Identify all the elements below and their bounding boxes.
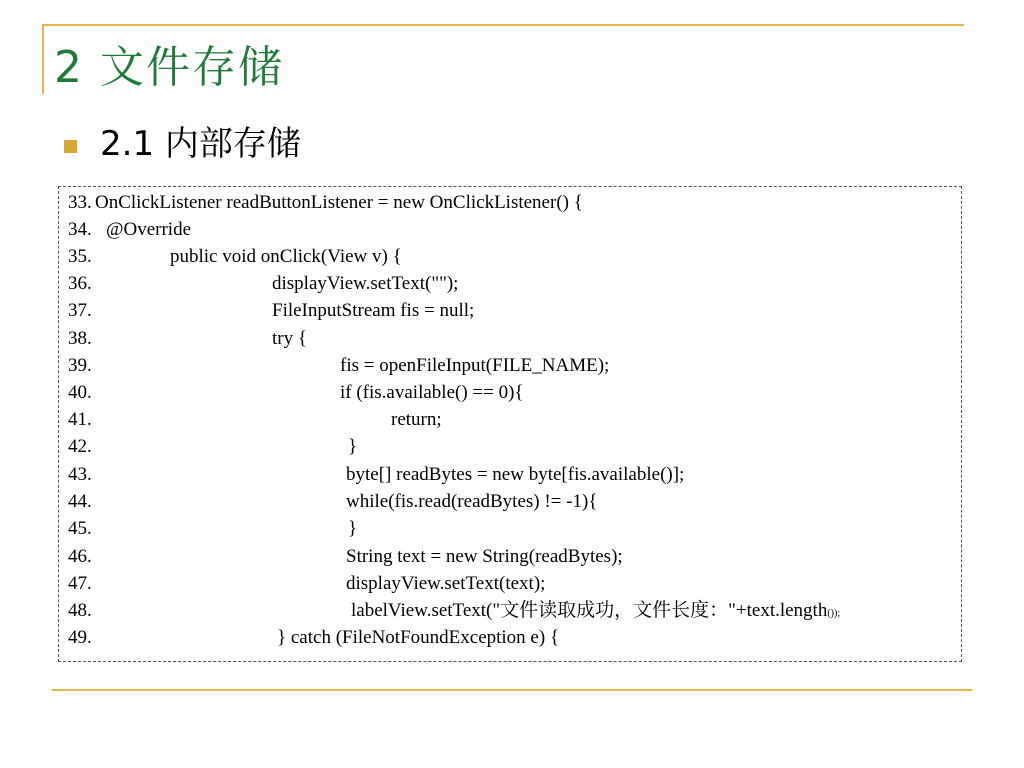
line-number: 49.: [68, 627, 92, 648]
bottom-accent-rule: [52, 689, 972, 691]
top-accent-rule: [42, 24, 964, 26]
code-text: }: [348, 518, 358, 539]
code-text: if (fis.available() == 0){: [340, 382, 524, 403]
code-text: String text = new String(readBytes);: [346, 546, 623, 567]
code-text: byte[] readBytes = new byte[fis.available()];: [346, 464, 685, 485]
line-number: 36.: [68, 273, 92, 294]
line-number: 44.: [68, 491, 92, 512]
line-number: 40.: [68, 382, 92, 403]
line-number: 37.: [68, 300, 92, 321]
code-text: fis = openFileInput(FILE_NAME);: [340, 355, 610, 376]
line-number: 34.: [68, 219, 92, 240]
code-text: displayView.setText(text);: [346, 573, 546, 594]
code-text: try {: [272, 328, 307, 349]
code-text: }: [348, 436, 358, 457]
line-number: 47.: [68, 573, 92, 594]
line-number: 45.: [68, 518, 92, 539]
line-number: 46.: [68, 546, 92, 567]
code-text-tail: ());: [827, 608, 841, 619]
line-number: 48.: [68, 600, 92, 621]
code-text: @Override: [106, 219, 192, 240]
code-text: [351, 597, 840, 627]
line-number: 42.: [68, 436, 92, 457]
code-text: OnClickListener readButtonListener = new OnClickListener() {: [95, 192, 583, 213]
code-text: public void onClick(View v) {: [170, 246, 402, 267]
line-number: 33.: [68, 192, 92, 213]
slide-subtitle: 2.1 内部存储: [100, 124, 301, 164]
line-number: 38.: [68, 328, 92, 349]
left-accent-rule: [42, 24, 44, 94]
code-text: FileInputStream fis = null;: [272, 300, 475, 321]
line-number: 39.: [68, 355, 92, 376]
line-number: 41.: [68, 409, 92, 430]
line-number: 35.: [68, 246, 92, 267]
code-text: } catch (FileNotFoundException e) {: [277, 627, 560, 648]
code-text: displayView.setText("");: [272, 273, 459, 294]
line-number: 43.: [68, 464, 92, 485]
bullet-square-icon: [64, 140, 77, 153]
code-text: return;: [391, 409, 442, 430]
code-text-main: labelView.setText("文件读取成功，文件长度："+text.length: [351, 600, 828, 621]
slide-title: 2 文件存储: [54, 42, 284, 93]
code-text: while(fis.read(readBytes) != -1){: [346, 491, 598, 512]
